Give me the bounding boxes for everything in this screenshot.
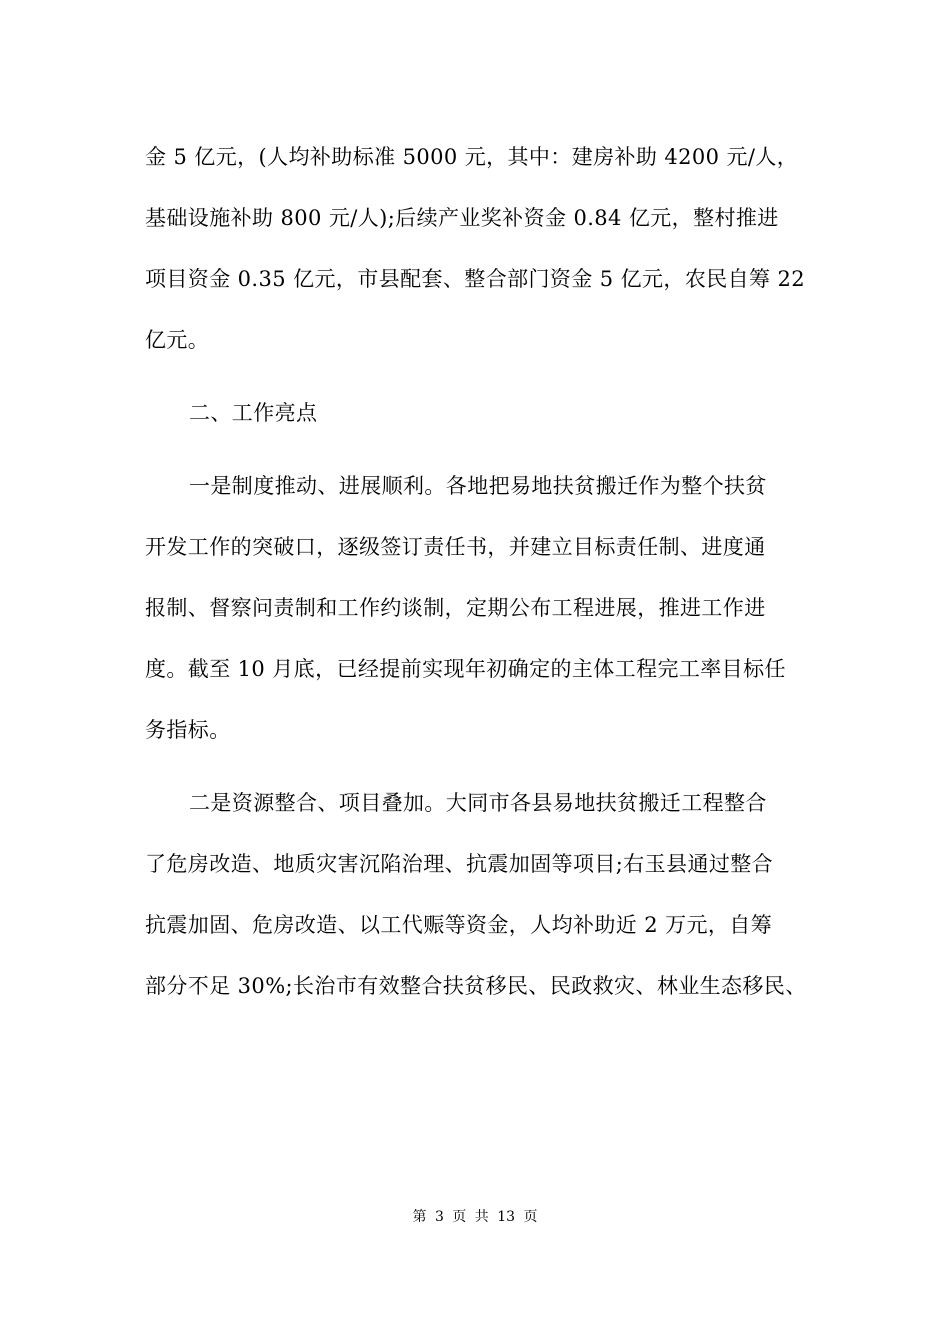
body-line: 亿元。 bbox=[145, 328, 210, 352]
body-line: 部分不足 30%;长治市有效整合扶贫移民、民政救灾、林业生态移民、 bbox=[145, 974, 807, 998]
body-line: 金 5 亿元，(人均补助标准 5000 元，其中：建房补助 4200 元/人， bbox=[145, 145, 799, 169]
body-line: 了危房改造、地质灾害沉陷治理、抗震加固等项目;右玉县通过整合 bbox=[145, 852, 774, 876]
section-heading: 二、工作亮点 bbox=[189, 401, 318, 425]
body-line: 二是资源整合、项目叠加。大同市各县易地扶贫搬迁工程整合 bbox=[189, 791, 767, 815]
body-line: 报制、督察问责制和工作约谈制，定期公布工程进展，推进工作进 bbox=[145, 596, 766, 620]
body-line: 基础设施补助 800 元/人);后续产业奖补资金 0.84 亿元，整村推进 bbox=[145, 206, 779, 230]
body-line: 务指标。 bbox=[145, 718, 231, 742]
body-line: 度。截至 10 月底，已经提前实现年初确定的主体工程完工率目标任 bbox=[145, 657, 786, 681]
body-line: 抗震加固、危房改造、以工代赈等资金，人均补助近 2 万元，自筹 bbox=[145, 913, 773, 937]
page-number: 第 3 页 共 13 页 bbox=[412, 1209, 538, 1225]
body-line: 一是制度推动、进展顺利。各地把易地扶贫搬迁作为整个扶贫 bbox=[189, 474, 767, 498]
document-body bbox=[145, 127, 810, 1017]
body-line: 开发工作的突破口，逐级签订责任书，并建立目标责任制、进度通 bbox=[145, 535, 766, 559]
body-line: 项目资金 0.35 亿元，市县配套、整合部门资金 5 亿元，农民自筹 22 bbox=[145, 267, 806, 291]
